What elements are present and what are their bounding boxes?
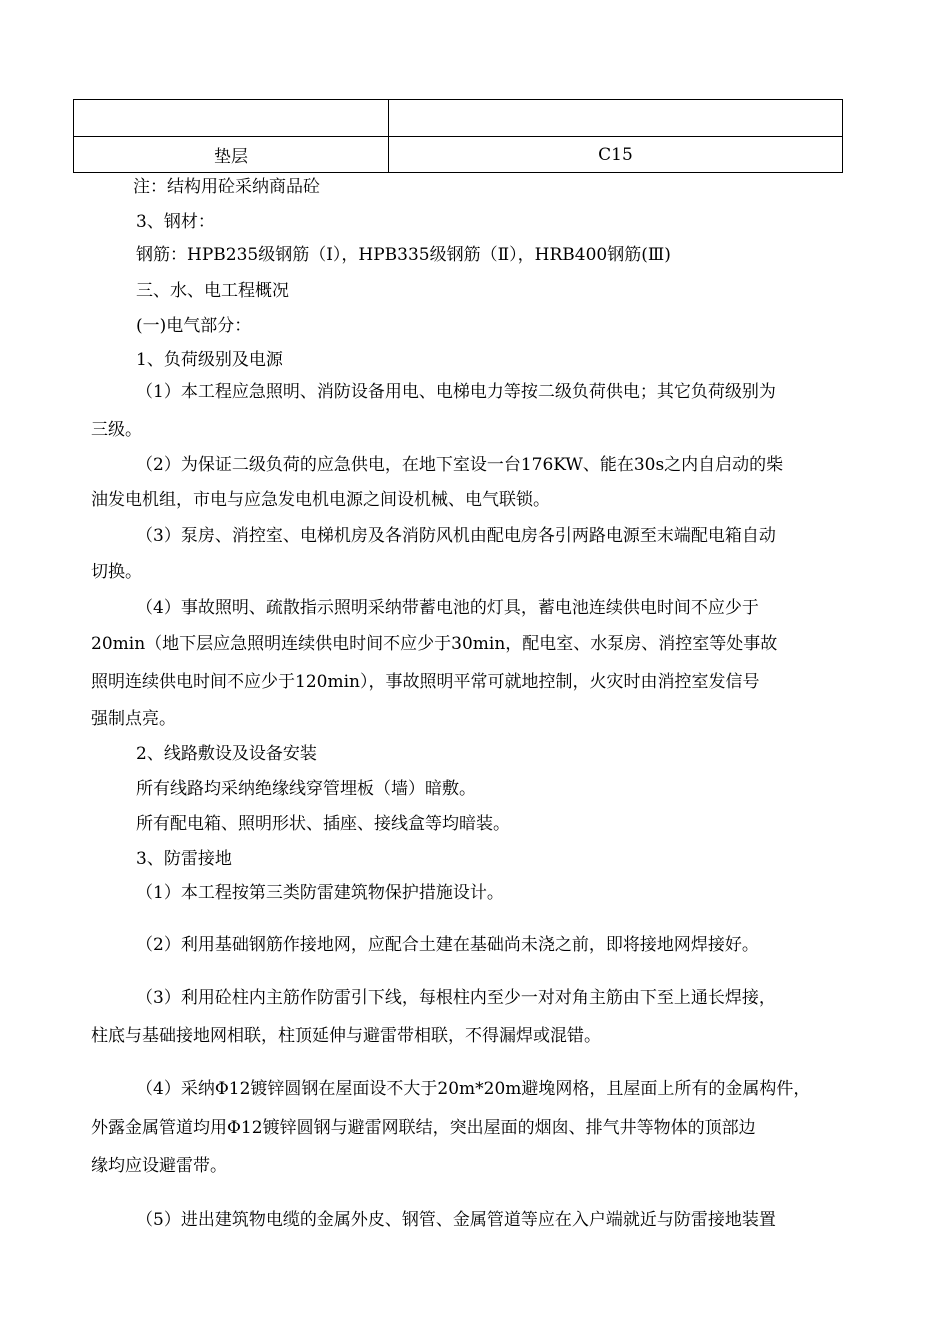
- paragraph-line: （2）利用基础钢筋作接地网，应配合土建在基础尚未浇之前，即将接地网焊接好。: [136, 935, 759, 955]
- paragraph-line: 钢筋：HPB235级钢筋（Ⅰ），HPB335级钢筋（Ⅱ），HRB400钢筋(Ⅲ): [136, 245, 671, 265]
- paragraph-line: （3）泵房、消控室、电梯机房及各消防风机由配电房各引两路电源至末端配电箱自动: [136, 526, 776, 546]
- section-heading: 3、防雷接地: [136, 849, 232, 869]
- paragraph-line: （1）本工程按第三类防雷建筑物保护措施设计。: [136, 883, 504, 903]
- table-cell: 垫层: [74, 137, 389, 173]
- paragraph-line: 切换。: [91, 562, 142, 582]
- section-heading: 三、水、电工程概况: [136, 281, 289, 301]
- table-cell: [74, 100, 389, 137]
- concrete-grade-table: [73, 99, 843, 173]
- paragraph-line: 油发电机组，市电与应急发电机电源之间设机械、电气联锁。: [91, 490, 550, 510]
- paragraph-line: 柱底与基础接地网相联，柱顶延伸与避雷带相联，不得漏焊或混错。: [91, 1026, 601, 1046]
- paragraph-line: 20min（地下层应急照明连续供电时间不应少于30min，配电室、水泵房、消控室等处事故: [91, 634, 778, 654]
- paragraph-line: 强制点亮。: [91, 709, 176, 729]
- paragraph-line: 所有线路均采纳绝缘线穿管埋板（墙）暗敷。: [136, 779, 476, 799]
- table-row: [74, 137, 843, 173]
- paragraph-line: （2）为保证二级负荷的应急供电，在地下室设一台176KW、能在30s之内自启动的柴: [136, 455, 784, 475]
- paragraph-line: 所有配电箱、照明形状、插座、接线盒等均暗装。: [136, 814, 510, 834]
- paragraph-line: （4）事故照明、疏散指示照明采纳带蓄电池的灯具，蓄电池连续供电时间不应少于: [136, 598, 759, 618]
- paragraph-line: （3）利用砼柱内主筋作防雷引下线，每根柱内至少一对对角主筋由下至上通长焊接，: [136, 988, 776, 1008]
- section-heading: 2、线路敷设及设备安装: [136, 744, 317, 764]
- table-cell: C15: [389, 137, 843, 173]
- paragraph-line: 照明连续供电时间不应少于120min），事故照明平常可就地控制，火灾时由消控室发信号: [91, 672, 760, 692]
- paragraph-line: 缘均应设避雷带。: [91, 1156, 227, 1176]
- paragraph-line: （4）采纳Φ12镀锌圆钢在屋面设不大于20m*20m避堍网格，且屋面上所有的金属构件，: [136, 1079, 811, 1099]
- paragraph-line: （1）本工程应急照明、消防设备用电、电梯电力等按二级负荷供电；其它负荷级别为: [136, 382, 776, 402]
- paragraph-line: （5）进出建筑物电缆的金属外皮、钢管、金属管道等应在入户端就近与防雷接地装置: [136, 1210, 776, 1230]
- section-heading: 1、负荷级别及电源: [136, 350, 283, 370]
- table-row: [74, 100, 843, 137]
- paragraph-line: 三级。: [91, 420, 142, 440]
- note-text: 注：结构用砼采纳商品砼: [133, 177, 320, 197]
- section-heading: (一)电气部分：: [136, 316, 252, 336]
- table-cell: [389, 100, 843, 137]
- paragraph-line: 外露金属管道均用Φ12镀锌圆钢与避雷网联结，突出屋面的烟囱、排气井等物体的顶部边: [91, 1118, 756, 1138]
- section-heading: 3、钢材：: [136, 212, 215, 232]
